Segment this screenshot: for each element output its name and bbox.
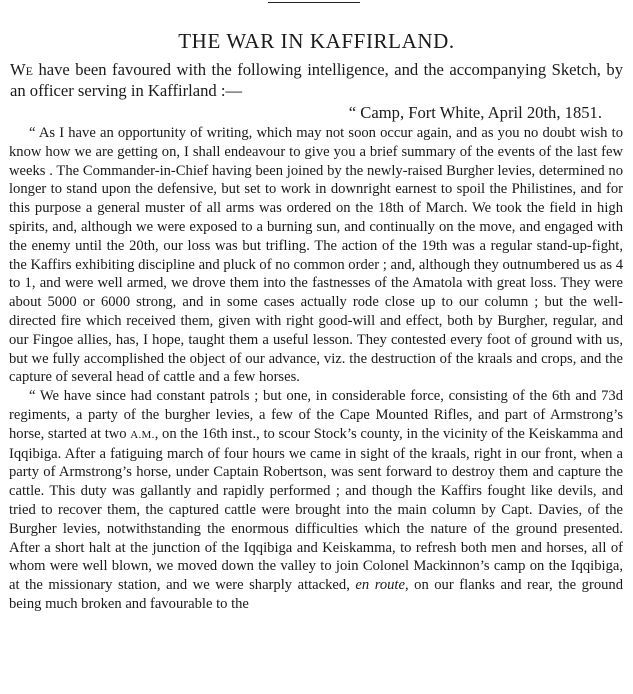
header-rule bbox=[268, 2, 360, 3]
intro-lead-word: We bbox=[10, 60, 33, 79]
italic-phrase: en route bbox=[355, 577, 405, 594]
time-abbreviation: A.M. bbox=[130, 428, 155, 441]
paragraph-2-part-1: “ We have since had constant patrols ; but one, in considerable force, consisting of the 6th and 73d regiments, a party of the burgher levies, a few of the Cape Mounted Rifles, and part of Armstrong’s horse, started at two bbox=[9, 388, 623, 442]
paragraph-2-part-3: , on our flanks and rear, the ground being much broken and favourable to the bbox=[9, 577, 624, 612]
article-intro bbox=[10, 59, 623, 101]
article-body bbox=[9, 124, 623, 614]
intro-text: have been favoured with the following intelligence, and the accompanying Sketch, by an officer serving in Kaffirland :— bbox=[10, 60, 623, 100]
paragraph-1: “ As I have an opportunity of writing, which may not soon occur again, and as you no doubt wish to know how we are getting on, I shall endeavour to give you a brief summary of the events of the last few weeks . The Commander-in-Chief having been joined by the newly-raised Burgher levies, determined no longer to stand upon the defensive, but set to work in downright earnest to spoil the Philistines, and for this purpose a general muster of all arms was ordered on the 18th of March. We took the field in high spirits, and, although we were exposed to a burning sun, and continually on the move, and engaged with the enemy until the 20th, our loss was but trifling. The action of the 19th was a regular stand-up-fight, the Kaffirs exhibiting discipline and pluck of no common order ; and, although they outnumbered us as 4 to 1, and were well armed, we drove them into the fastnesses of the Amatola with great loss. They were about 5000 or 6000 strong, and in some cases actually rode close up to our column ; but the well-directed fire which received them, given with right good-will and effect, both by Burgher, regular, and our Fingoe allies, has, I hope, taught them a useful lesson. They contested every foot of ground with us, but we fully accomplished the object of our advance, viz. the destruction of the kraals and crops, and the capture of several head of cattle and a few horses. bbox=[9, 125, 623, 386]
article-title: THE WAR IN KAFFIRLAND. bbox=[178, 29, 455, 53]
letter-dateline: “ Camp, Fort White, April 20th, 1851. bbox=[348, 103, 602, 122]
paragraph-2 bbox=[9, 387, 623, 614]
paragraph-2-part-2: , on the 16th inst., to scour Stock’s county, in the vicinity of the Keiskamma and Iqqibiga. After a fatiguing march of four hours we came in sight of the kraals, right in our front, when a party of Armstrong’s horse, under Captain Robertson, was sent forward to destroy them and capture the cattle. This duty was gallantly and rapidly performed ; and though the Kaffirs fought like devils, and tried to recover them, the captured cattle were brought into the main column by Capt. Davies, of the Burgher levies, notwithstanding the enormous difficulties which the nature of the ground presented. After a short halt at the junction of the Iqqibiga and Keiskamma, to refresh both men and horses, all of whom were well blown, we moved down the valley to join Colonel Mackinnon’s camp on the Iqqibiga, at the missionary station, and we were sharply attacked, bbox=[9, 425, 623, 594]
